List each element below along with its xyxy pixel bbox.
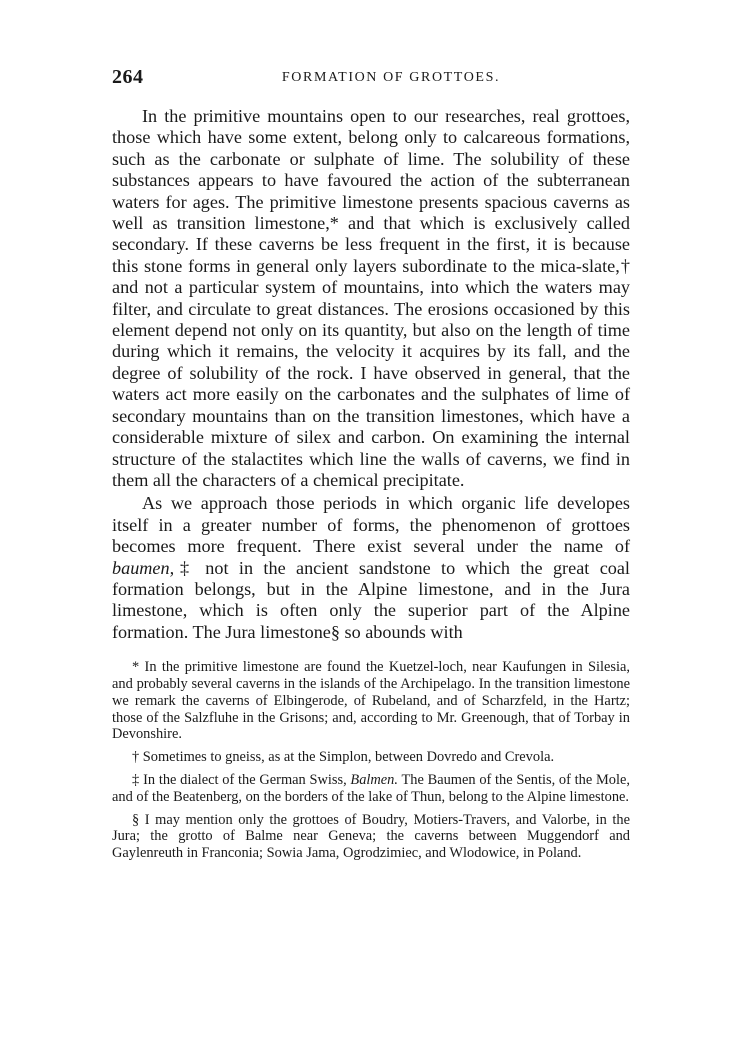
footnote-text: The Baumen of the Sentis, of the Mole, and of the Beatenberg, on the borders of the lake of Thun, belong to the Alpine limestone. [112, 771, 630, 805]
paragraph-text: As we approach those periods in which organic life developes itself in a greater number of forms, the phenomenon of grottoes becomes more frequent. There exist several under the name of [112, 493, 630, 557]
italic-term: Balmen. [350, 771, 398, 788]
footnote [112, 772, 630, 806]
footnote: * In the primitive limestone are found the Kuetzel-loch, near Kaufungen in Silesia, and probably several caverns in the islands of the Archipelago. In the transition limestone we remark the caverns of Elbingerode, of Rubeland, and of Scharzfeld, in the Hartz; those of the Salzfluhe in the Grisons; and, according to Mr. Greenough, that of Torbay in Devonshire. [112, 659, 630, 743]
footnotes [112, 659, 630, 862]
paragraph: In the primitive mountains open to our researches, real grottoes, those which have some extent, belong only to calcareous formations, such as the carbonate or sulphate of lime. The solubility of these substances appears to have favoured the action of the subterranean waters for ages. The primitive limestone presents spacious caverns as well as transition limestone,* and that which is exclusively called secondary. If these caverns be less frequent in the first, it is because this stone forms in general only layers subordinate to the mica-slate,† and not a particular system of mountains, into which the waters may filter, and circulate to great distances. The erosions occasioned by this element depend not only on its quantity, but also on the length of time during which it remains, the velocity it acquires by its fall, and the degree of solubility of the rock. I have observed in general, that the waters act more easily on the carbonates and the sulphates of lime of secondary mountains than on the transition limestones, which have a considerable mixture of silex and carbon. On examining the internal structure of the stalactites which line the walls of caverns, we find in them all the characters of a chemical precipitate. [112, 106, 630, 490]
paragraph [112, 493, 630, 643]
main-text [112, 106, 630, 643]
running-title: FORMATION OF GROTTOES. [281, 70, 501, 85]
footnote: † Sometimes to gneiss, as at the Simplon, between Dovredo and Crevola. [132, 749, 555, 766]
page-number: 264 [112, 66, 144, 88]
book-page [112, 66, 630, 868]
italic-term: baumen, [112, 557, 175, 578]
page-header [112, 66, 630, 96]
paragraph-text: ‡ not in the ancient sandstone to which the great coal formation belongs, but in the Alpine limestone, and in the Jura limestone, which is often only the superior part of the Alpine formation. The Jura limestone§ so abounds with [112, 557, 630, 642]
footnote: § I may mention only the grottoes of Boudry, Motiers-Travers, and Valorbe, in the Jura; the grotto of Balme near Geneva; the caverns between Muggendorf and Gaylenreuth in Franconia; Sowia Jama, Ogrodzimiec, and Wlodowice, in Poland. [112, 811, 630, 862]
footnote-text: ‡ In the dialect of the German Swiss, [132, 771, 351, 788]
